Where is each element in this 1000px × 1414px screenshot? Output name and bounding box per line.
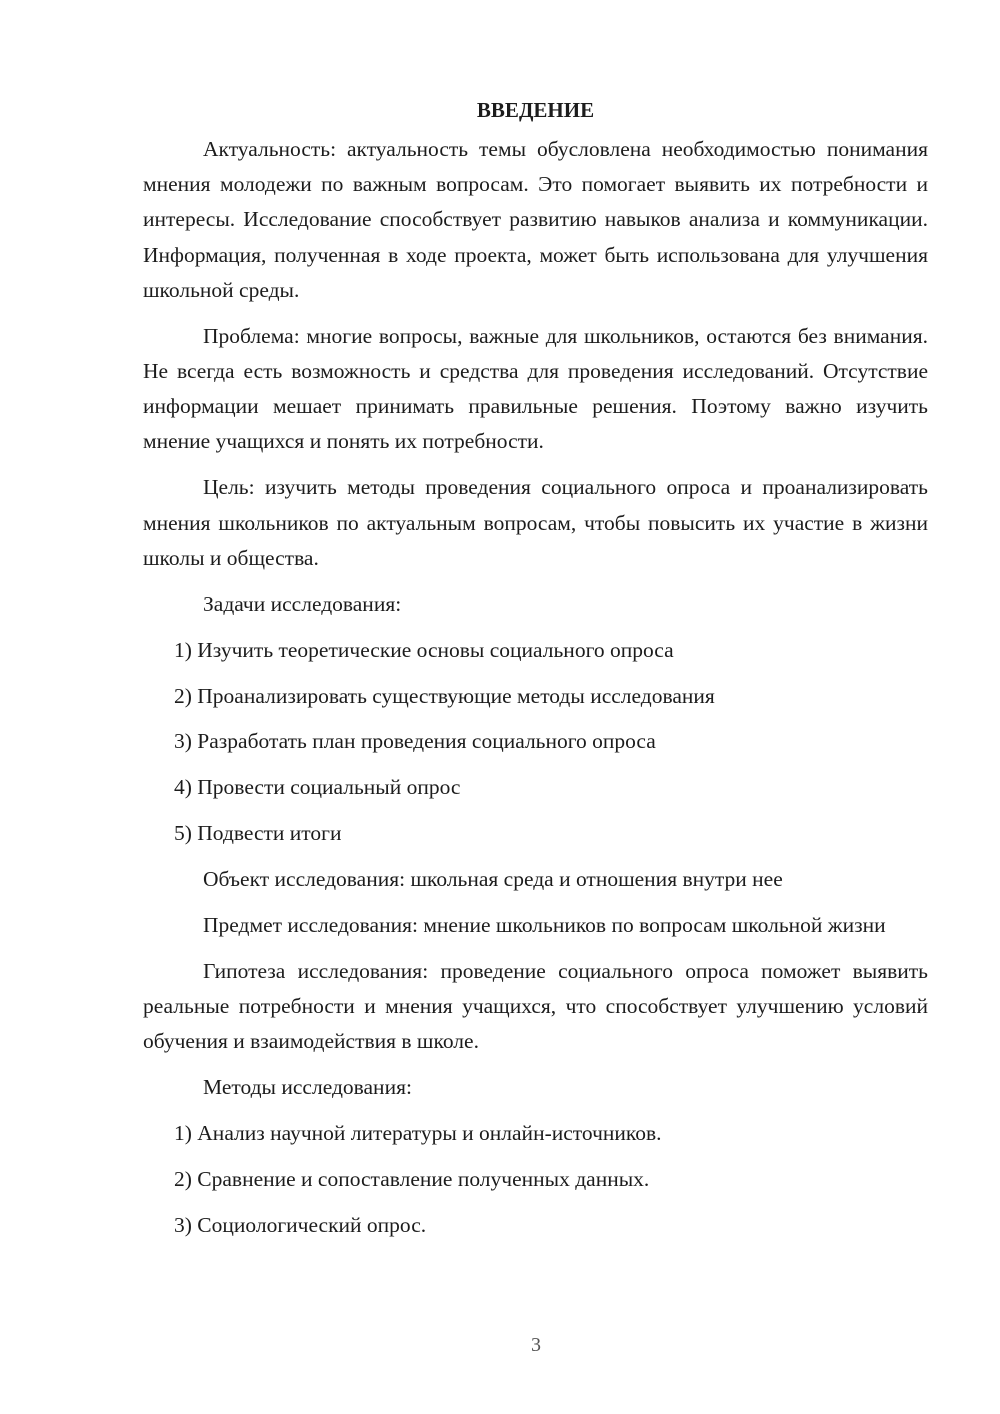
task-item: 3) Разработать план проведения социального опроса: [174, 729, 656, 754]
subject-paragraph: Предмет исследования: мнение школьников по вопросам школьной жизни: [203, 912, 886, 937]
methods-heading: Методы исследования:: [203, 1075, 412, 1100]
tasks-heading: Задачи исследования:: [203, 591, 402, 616]
method-item: 3) Социологический опрос.: [174, 1212, 427, 1237]
relevance-paragraph: Актуальность: актуальность темы обусловлена необходимостью понимания мнения молодежи по важным вопросам. Это помогает выявить их потребности и интересы. Исследование способствует развитию навыков анализа и коммуникации. Информация, полученная в ходе проекта, может быть использована для улучшения школьной среды.: [143, 137, 928, 302]
problem-paragraph: Проблема: многие вопросы, важные для школьников, остаются без внимания. Не всегда есть возможность и средства для проведения исследований. Отсутствие информации мешает принимать правильные решения. Поэтому важно изучить мнение учащихся и понять их потребности.: [143, 323, 928, 454]
goal-paragraph: Цель: изучить методы проведения социального опроса и проанализировать мнения школьников по актуальным вопросам, чтобы повысить их участие в жизни школы и общества.: [143, 475, 928, 570]
page-title: ВВЕДЕНИЕ: [476, 98, 595, 122]
task-item: 2) Проанализировать существующие методы исследования: [174, 683, 715, 708]
method-item: 2) Сравнение и сопоставление полученных данных.: [174, 1167, 650, 1192]
page-number: 3: [531, 1334, 541, 1356]
task-item: 1) Изучить теоретические основы социального опроса: [174, 637, 674, 662]
object-paragraph: Объект исследования: школьная среда и отношения внутри нее: [203, 866, 783, 891]
methods-list: [143, 1116, 928, 1243]
method-item: 1) Анализ научной литературы и онлайн-источников.: [174, 1121, 662, 1146]
document-page: [143, 96, 928, 1254]
tasks-list: [143, 633, 928, 851]
task-item: 4) Провести социальный опрос: [174, 775, 461, 800]
hypothesis-paragraph: Гипотеза исследования: проведение социального опроса поможет выявить реальные потребности и мнения учащихся, что способствует улучшению условий обучения и взаимодействия в школе.: [143, 958, 928, 1054]
task-item: 5) Подвести итоги: [174, 821, 342, 846]
